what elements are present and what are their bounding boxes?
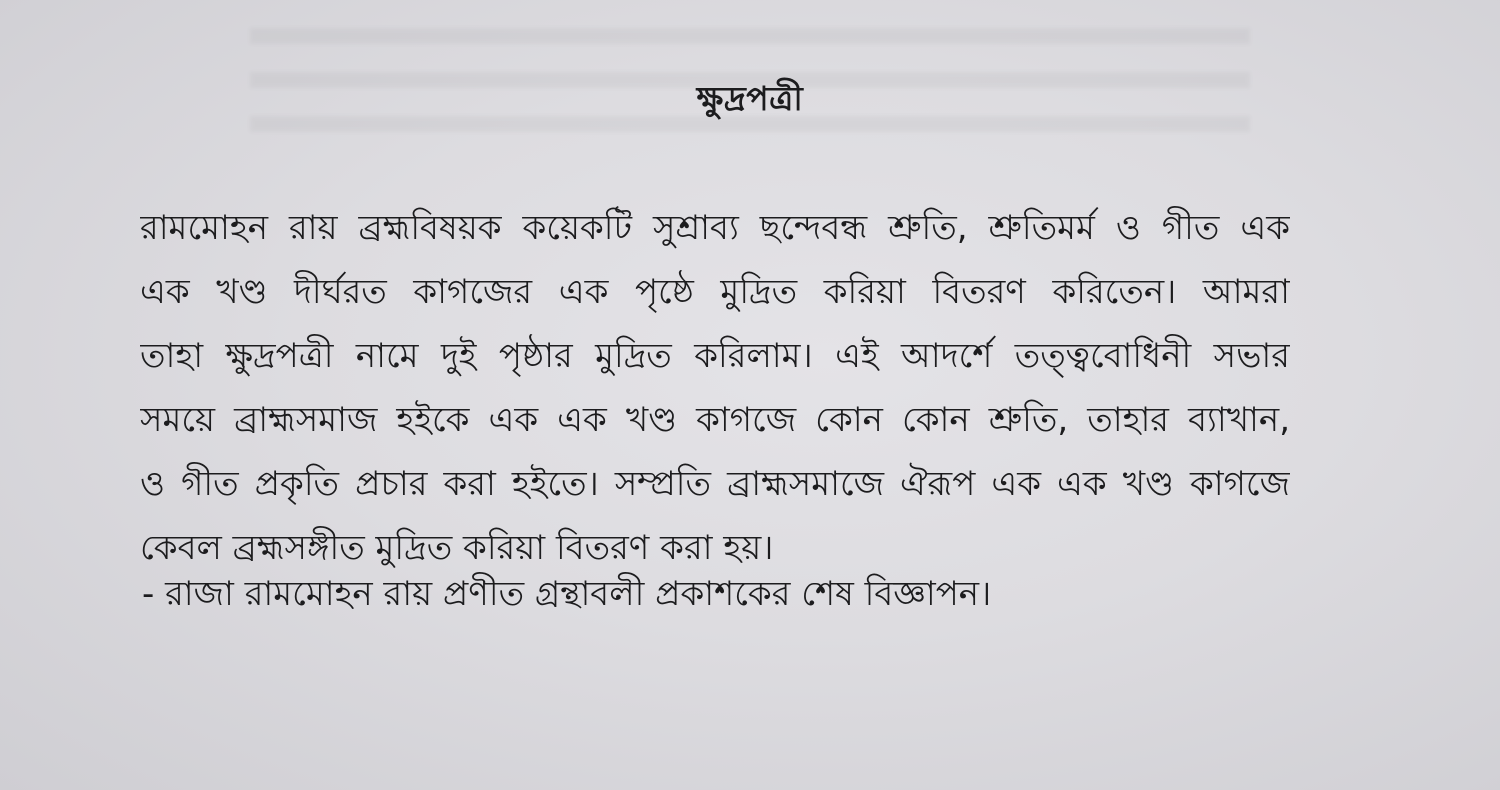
body-paragraph [140, 196, 1290, 580]
paragraph-line: তাহা ক্ষুদ্রপত্রী নামে দুই পৃষ্ঠার মুদ্রিত করিলাম। এই আদর্শে তত্ত্ববোধিনী সভার [140, 336, 1290, 376]
page-title: ক্ষুদ্রপত্রী [696, 79, 804, 118]
attribution-line: - রাজা রামমোহন রায় প্রণীত গ্রন্থাবলী প্রকাশকের শেষ বিজ্ঞাপন। [142, 574, 992, 614]
paragraph-line: কেবল ব্রহ্মসঙ্গীত মুদ্রিত করিয়া বিতরণ করা হয়। [140, 528, 774, 568]
paragraph-line: রামমোহন রায় ব্রহ্মবিষয়ক কয়েকটি সুশ্রাব্য ছন্দেবন্ধ শ্রুতি, শ্রুতিমর্ম ও গীত এক [140, 208, 1290, 248]
paragraph-line: সময়ে ব্রাহ্মসমাজ হইকে এক এক খণ্ড কাগজে কোন কোন শ্রুতি, তাহার ব্যাখান, [140, 400, 1290, 440]
paragraph-line: ও গীত প্রকৃতি প্রচার করা হইতে। সম্প্রতি ব্রাহ্মসমাজে ঐরূপ এক এক খণ্ড কাগজে [140, 464, 1290, 504]
paragraph-line: এক খণ্ড দীর্ঘরত কাগজের এক পৃষ্ঠে মুদ্রিত করিয়া বিতরণ করিতেন। আমরা [140, 272, 1290, 312]
